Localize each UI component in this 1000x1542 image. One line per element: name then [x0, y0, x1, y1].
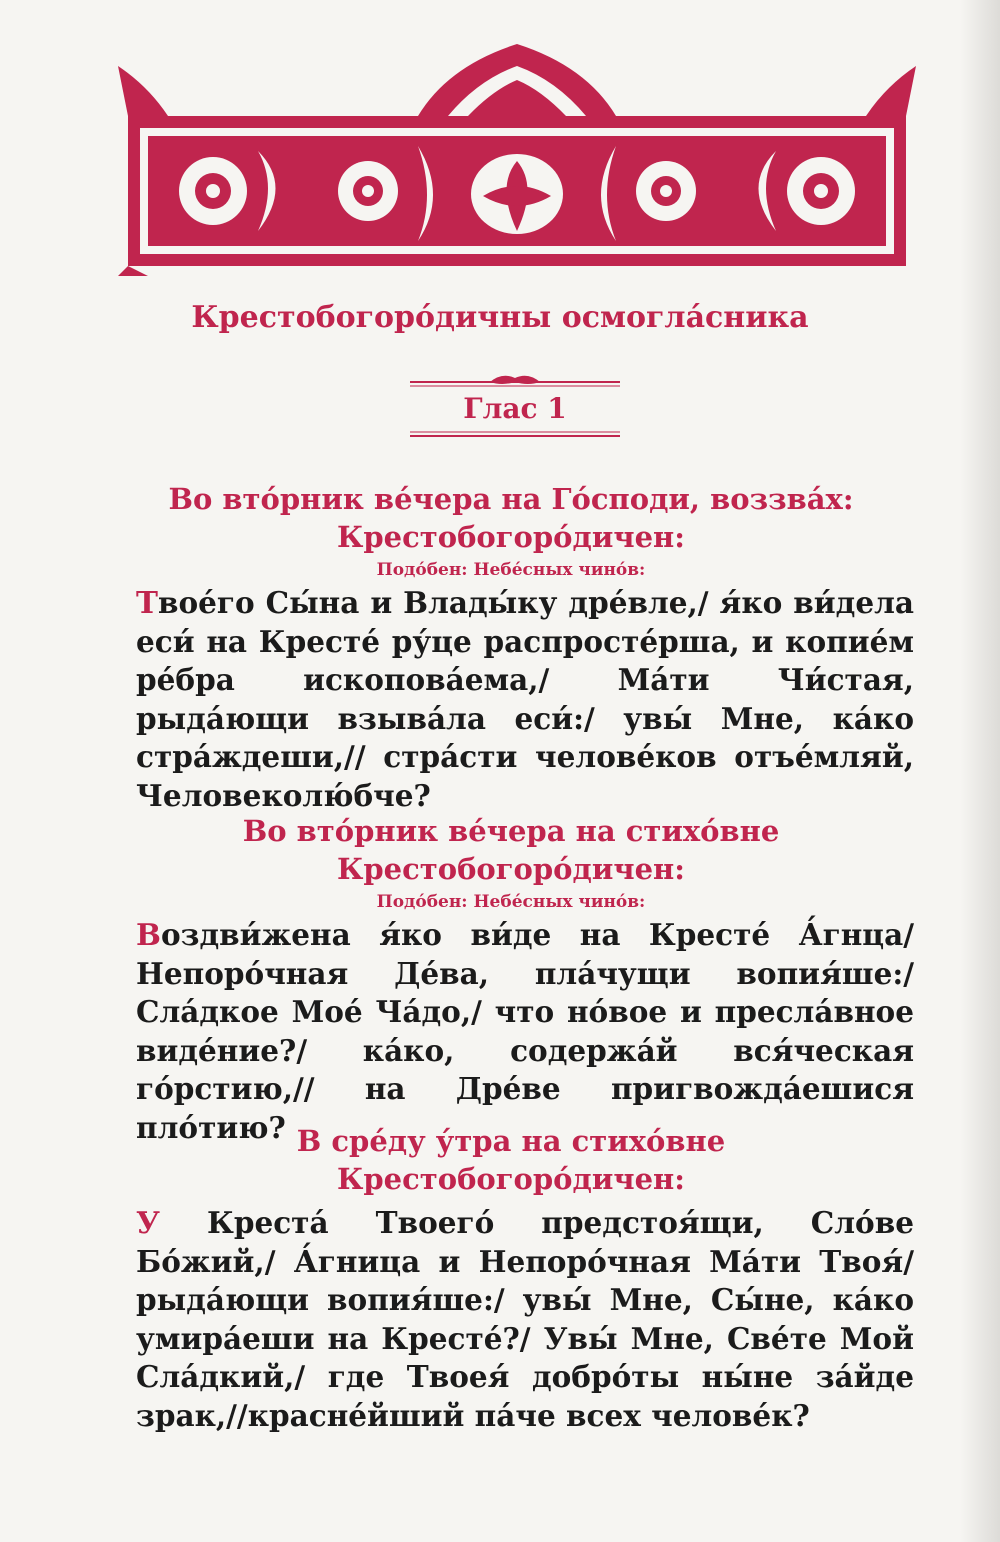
section-heading: Во вто́рник ве́чера на стихо́вне [242, 814, 780, 848]
hymn-text [108, 584, 914, 815]
hymn-text [108, 916, 914, 1147]
section-heading: Во вто́рник ве́чера на Го́споди, воззва́х: [168, 482, 854, 516]
section-3 [108, 1122, 914, 1435]
glas-label: Глас 1 [463, 392, 567, 425]
section-2 [108, 812, 914, 1147]
podoben-label: Подо́бен: Небе́сных чино́в: [376, 892, 646, 912]
section-subheading: Крестобогоро́дичен: [337, 852, 685, 886]
page-title: Крестобогоро́дичны осмогла́сника [191, 300, 809, 335]
section-1 [108, 480, 914, 815]
floral-headpiece-icon [118, 36, 916, 276]
hymn-body: вое́го Сы́на и Влады́ку дре́вле,/ я́ко ви́дела еси́ на Кресте́ ру́це распросте́рша, и копие́м ре́бра ископова́ема,/ Ма́ти Чи́стая, рыда́ющи взыва́ла еси́:/ увы́ Мне, ка́ко стра́ждеши,// стра́сти челове́ков отъе́мляй, Человеколю́бче? [136, 585, 914, 813]
section-subheading: Крестобогоро́дичен: [337, 1162, 685, 1196]
drop-initial: У [136, 1205, 160, 1240]
drop-initial: В [136, 917, 161, 952]
hymn-text [108, 1204, 914, 1435]
section-heading: В сре́ду у́тра на стихо́вне [296, 1124, 726, 1158]
page-edge-shadow [960, 0, 1000, 1542]
hymn-body: оздви́жена я́ко ви́де на Кресте́ А́гнца/ Непоро́чная Де́ва, пла́чущи вопия́ше:/ Сла́дкое Мое́ Ча́до,/ что но́вое и пресла́вное виде́ние?/ ка́ко, содержа́й вся́ческая го́рстию,// на Дре́ве пригвожда́ешися пло́тию? [136, 917, 914, 1145]
section-subheading: Крестобогоро́дичен: [337, 520, 685, 554]
drop-initial: Т [136, 585, 158, 620]
glas-frame [410, 372, 620, 444]
hymn-body: Креста́ Твоего́ предстоя́щи, Сло́ве Бо́жий,/ А́гница и Непоро́чная Ма́ти Твоя́/ рыда́ющи вопия́ше:/ увы́ Мне, Сы́не, ка́ко умира́еши на Кресте́?/ Увы́ Мне, Све́те Мой Сла́дкий,/ где Твоея́ добро́ты ны́не за́йде зрак,//красне́йший па́че всех челове́к? [136, 1205, 914, 1433]
podoben-label: Подо́бен: Небе́сных чино́в: [376, 560, 646, 580]
